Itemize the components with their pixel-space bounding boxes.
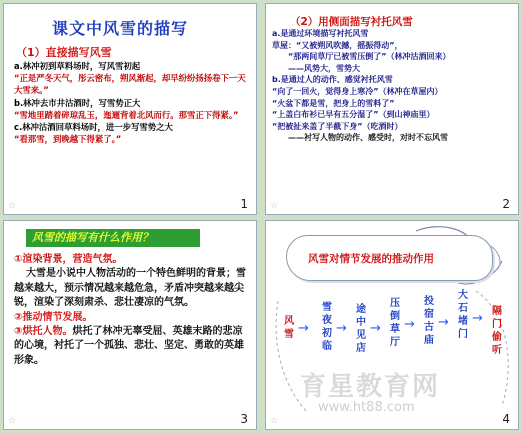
paragraph-text: 烘托了林冲无辜受屈、英雄末路的悲凉的心境，衬托了一个孤独、悲壮、坚定、勇敢的英雄形象。 (14, 326, 244, 366)
watermark-url: www.ht88.com (318, 400, 415, 415)
flow-step-3: 压倒草厅 (390, 298, 400, 348)
paragraph (14, 267, 252, 310)
page-number: 2 (502, 197, 510, 211)
line: 草屋：“又被朔风吹撼，摇振得动”， (272, 40, 403, 50)
paragraph (14, 311, 252, 325)
paragraph-number: ② (14, 311, 23, 323)
line: b.林冲去市井沽酒时，写雪势正大 (14, 97, 141, 108)
slide-4-title: 风雪对情节发展的推动作用 (308, 253, 434, 265)
slide-3[interactable] (3, 220, 257, 430)
paragraph-text: 大雪是小说中人物活动的一个特色鲜明的背景；雪越来越大，预示情况越来越危急，矛盾冲突越来越尖锐，渲染了深刻肃杀、悲壮凄凉的气氛。 (14, 268, 246, 309)
line: “上盖白布衫已早有五分湿了”（到山神庙里） (272, 110, 435, 120)
star-icon: ☆ (270, 416, 279, 426)
paragraph-number: ① (14, 254, 23, 265)
line: “看那雪，到晚越下得紧了。” (14, 134, 122, 145)
paragraph-heading: 推动情节发展。 (22, 311, 93, 323)
arrow-right-icon: → (472, 311, 483, 326)
page-number: 3 (240, 412, 248, 426)
line: b.是通过人的动作、感觉衬托风雪 (272, 75, 393, 85)
line: ——衬写人物的动作、感受时，对时不忘风雪 (272, 133, 448, 143)
slide-3-banner: 风雪的描写有什么作用？ (26, 229, 200, 247)
line: “雪地里踏着碎琼乱玉，迤逦背着北风而行。那雪正下得紧。” (14, 109, 239, 120)
line: “正是严冬天气，彤云密布，朔风渐起，却早纷纷扬扬卷下一天大雪来。” (14, 73, 246, 96)
line: “那两间草厅已被雪压倒了”（林冲沽酒回来） (272, 52, 451, 62)
arrow-right-icon: → (404, 317, 415, 332)
line: ——风势大，雪势大 (272, 63, 360, 73)
flow-step-5: 大石堵门 (458, 290, 468, 340)
paragraph (14, 325, 252, 368)
page-number: 1 (240, 197, 248, 211)
line: “火盆下都是雪，把身上的雪料了” (272, 98, 395, 108)
arrow-right-icon: → (298, 321, 309, 336)
arrow-right-icon: → (438, 315, 449, 330)
arrow-right-icon: → (336, 321, 347, 336)
slide-2[interactable] (265, 3, 519, 215)
paragraph-number: ③ (14, 326, 23, 338)
slide-1-subtitle: （1）直接描写风雪 (16, 46, 112, 59)
paragraph-heading: 渲染背景，营造气氛。 (22, 254, 123, 265)
slide-1[interactable] (3, 3, 257, 215)
star-icon: ☆ (8, 416, 17, 426)
paragraph-heading: 烘托人物。 (22, 326, 73, 338)
line: a.林冲初到草料场时，写风雪初起 (14, 61, 141, 71)
star-icon: ☆ (8, 201, 17, 211)
slide-2-body (272, 28, 516, 144)
flow-start-label: 风雪 (284, 316, 294, 340)
flow-step-4: 投宿古庙 (424, 296, 434, 346)
arrow-right-icon: → (370, 321, 381, 336)
line: “向了一回火，觉得身上寒冷”（林冲在草屋内） (272, 86, 443, 96)
watermark-text: 育星教育网 (300, 372, 441, 402)
star-icon: ☆ (270, 201, 279, 211)
flow-step-6: 隔门偷听 (492, 306, 502, 356)
flow-step-1: 雪夜初临 (322, 302, 332, 352)
page-number: 4 (502, 412, 510, 426)
flow-step-2: 途中见店 (356, 304, 366, 354)
slide-1-body (14, 60, 250, 145)
line: a.是通过环境描写衬托风雪 (272, 29, 369, 38)
slide-1-title: 课文中风雪的描写 (52, 19, 189, 38)
slide-3-body (14, 253, 252, 368)
paragraph (14, 253, 252, 267)
line: c.林冲沽酒回草料场时，进一步写雪势之大 (14, 122, 173, 133)
line: “把被扯来盖了半截下身”（吃酒时） (272, 121, 403, 131)
slide-2-title: （2）用侧面描写衬托风雪 (290, 16, 413, 28)
